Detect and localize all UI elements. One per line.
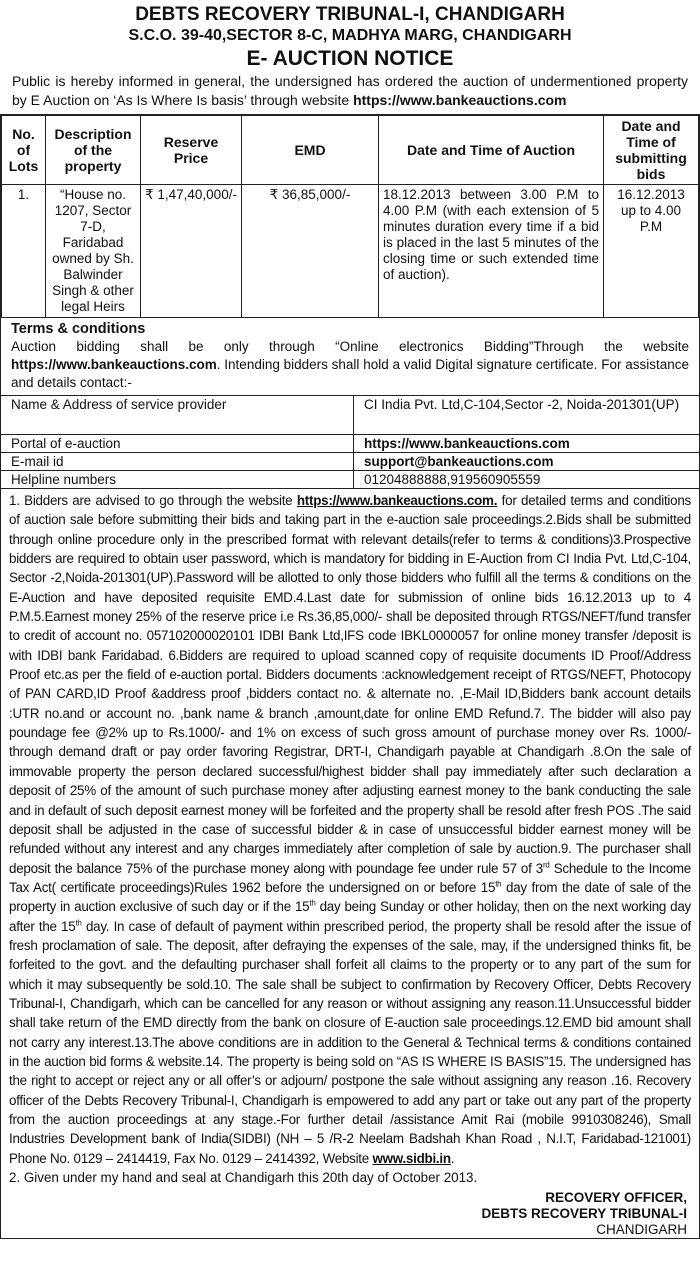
contact-label: Portal of e-auction [1,435,354,453]
tribunal-address: S.C.O. 39-40,SECTOR 8-C, MADHYA MARG, CHANDIGARH [128,27,572,44]
terms-text-end: . Intending bidders shall hold a valid Digital signature certificate. For assistance and details contact:- [11,357,689,390]
contact-value: https://www.bankeauctions.com [354,435,700,453]
cell-emd: ₹ 36,85,000/- [242,185,379,318]
contact-row [1,435,699,453]
cond-sup: th [309,898,316,908]
cond-url: https://www.bankeauctions.com. [296,493,498,508]
cond-part: . [450,1150,455,1166]
col-description: Description of the property [46,116,141,185]
intro-body: Public is hereby informed in general, the undersigned has ordered the auction of undermentioned property by E Auction on ‘As Is Where Is basis’ through website [12,73,688,108]
sidbi-website: www.sidbi.in [372,1150,451,1166]
cell-description: “House no. 1207, Sector 7-D, Faridabad owned by Sh. Balwinder Singh & other legal Heirs [46,185,141,318]
cell-reserve: ₹ 1,47,40,000/- [141,185,242,318]
col-emd: EMD [242,116,379,185]
cond-part: day from the date of sale of the property in auction exclusive of such day or if the 15 [9,879,692,915]
signature-line: RECOVERY OFFICER, [545,1190,687,1206]
cond-sup: rd [542,860,550,870]
contact-value: support@bankeauctions.com [354,453,700,471]
terms-url: https://www.bankeauctions.com [11,357,217,372]
cell-lot: 1. [2,185,46,318]
cond-sup: th [495,879,502,889]
tribunal-title: DEBTS RECOVERY TRIBUNAL-I, CHANDIGARH [135,4,565,25]
conditions-text [1,488,699,1168]
header [0,0,700,72]
contact-row [1,396,699,435]
intro-url: https://www.bankeauctions.com [353,92,567,108]
cond-part: Schedule to the Income Tax Act( certificate proceedings)Rules 1962 before the undersigned on or before 15 [9,860,691,895]
cell-auction-time: 18.12.2013 between 3.00 P.M to 4.00 P.M (with each extension of 5 minutes duration every time if a bid is placed in the last 5 minutes of the closing time or such extended time of auction). [379,185,604,318]
table-header [2,116,699,185]
cond-part: 1. Bidders are advised to go through the website [9,493,297,508]
cell-submit-time: 16.12.2013 up to 4.00 P.M [604,185,699,318]
intro-text [0,72,700,110]
contact-row [1,453,699,471]
signature-line: CHANDIGARH [596,1222,687,1238]
terms-heading: Terms & conditions [11,321,146,337]
col-reserve: Reserve Price [141,116,242,185]
cond-part: for detailed terms and conditions of auction sale before submitting their bids and taking part in the e-auction sale proceedings.2.Bids shall be submitted through online procedure only in the prescribed format with relevant details(refer to terms & conditions)3.Prospective bidders are required to obtain user password, which is mandatory for bidding in E-Auction from CI India Pvt. Ltd,C-104, Sector -2,Noida-201301(UP).Password will be allotted to only those bidders who fulfill all the terms & conditions on the E-Auction and have deposited requisite EMD.4.Last date for submission of online bids 16.12.2013 up to 4 P.M.5.Earnest money 25% of the reserve price i.e Rs.36,85,000/- shall be deposited through RTGS/NEFT/fund transfer to credit of account no. 057102000020101 IDBI Bank Ltd,IFS code IBKL0000057 for online money transfer /deposit is with IDBI bank Faridabad. 6.Bidders are required to upload scanned copy of requisite documents ID Proof/Address Proof etc.as per the field of e-auction portal. Bidders documents :acknowledgement receipt of RTGS/NEFT, Photocopy of PAN CARD,ID Proof &address proof ,bidders contact no. & alternate no. ,E-Mail ID,Bidders bank account details :UTR no.and or account no. ,bank name & branch ,amount,date for online EMD Refund.7. The bidder will also pay poundage fee @2% up to Rs.1000/- and 1% on excess of such gross amount of purchase money over Rs. 1000/- through demand draft or pay order favoring Registrar, DRT-I, Chandigarh payable at Chandigarh .8.On the sale of immovable property the person declared successful/highest bidder shall pay immediately after such declaration a deposit of 25% of the amount of such purchase money after adjusting earnest money to the bank conducting the sale and in default of such deposit earnest money will be forfeited and the property shall be resold after fresh POS .The said deposit shall be adjusted in the case of successful bidder & in case of unsuccessful bidder earnest money will be refunded without any interest and any charges immediately after completion of sale by auction.9. The purchaser shall deposit the balance 75% of the purchase money along with poundage fee under rule 57 of 3 [9,493,691,876]
notice-title: E- AUCTION NOTICE [246,47,454,70]
signature-block [1,1190,699,1238]
col-lots: No. of Lots [2,116,46,185]
terms-section [1,318,699,396]
signature-line: DEBTS RECOVERY TRIBUNAL-I [481,1206,687,1222]
contact-table [1,396,699,488]
col-submit-time: Date and Time of submitting bids [604,116,699,185]
cond-sup: th [75,918,82,928]
cond-part: day being Sunday or other holiday, then on the next working day after the 15 [9,899,691,934]
contact-label: Name & Address of service provider [1,396,354,435]
contact-value: CI India Pvt. Ltd,C-104,Sector -2, Noida-201301(UP) [354,396,700,435]
cond-part: day. In case of default of payment within prescribed period, the property shall be resold after the issue of fresh proclamation of sale. The deposit, after defraying the expenses of the sale, may, if the undersigned thinks fit, be forfeited to the govt. and the defaulting purchaser shall forfeit all claims to the property or to any part of the sum for which it may subsequently be sold.10. The sale shall be subject to confirmation by Recovery Officer, Debts Recovery Tribunal-I, Chandigarh, which can be cancelled for any reason or without assigning any reason.11.Unsuccessful bidder shall take return of the EMD directly from the bank on closure of E-auction sale proceedings.12.EMD bid amount shall not carry any interest.13.The above conditions are in addition to the General & Technical terms & conditions contained in the auction bid forms & website.14. The property is being sold on “AS IS WHERE IS BASIS”15. The undersigned has the right to accept or reject any or all offer’s or adjourn/ postpone the sale without assigning any reason .16. Recovery officer of the Debts Recovery Tribunal-I, Chandigarh is empowered to add any part or take out any part of the property from the auction proceedings at any stage.-For further detail /assistance Amit Rai (mobile 9910308246), Small Industries Development bank of India(SIDBI) (NH – 5 /R-2 Neelam Badshah Khan Road , N.I.T, Faridabad-121001) Phone No. 0129 – 2414419, Fax No. 0129 – 2414392, Website [9,918,691,1166]
contact-row [1,471,699,489]
given-statement: 2. Given under my hand and seal at Chandigarh this 20th day of October 2013. [9,1170,478,1186]
contact-label: Helpline numbers [1,471,354,489]
col-auction-time: Date and Time of Auction [379,116,604,185]
table-row [2,185,699,318]
contact-value: 01204888888,919560905559 [364,472,541,487]
contact-label: E-mail id [1,453,354,471]
terms-text: Auction bidding shall be only through “Online electronics Bidding”Through the website [11,339,689,354]
auction-table [1,115,699,318]
notice-box [0,114,700,1239]
